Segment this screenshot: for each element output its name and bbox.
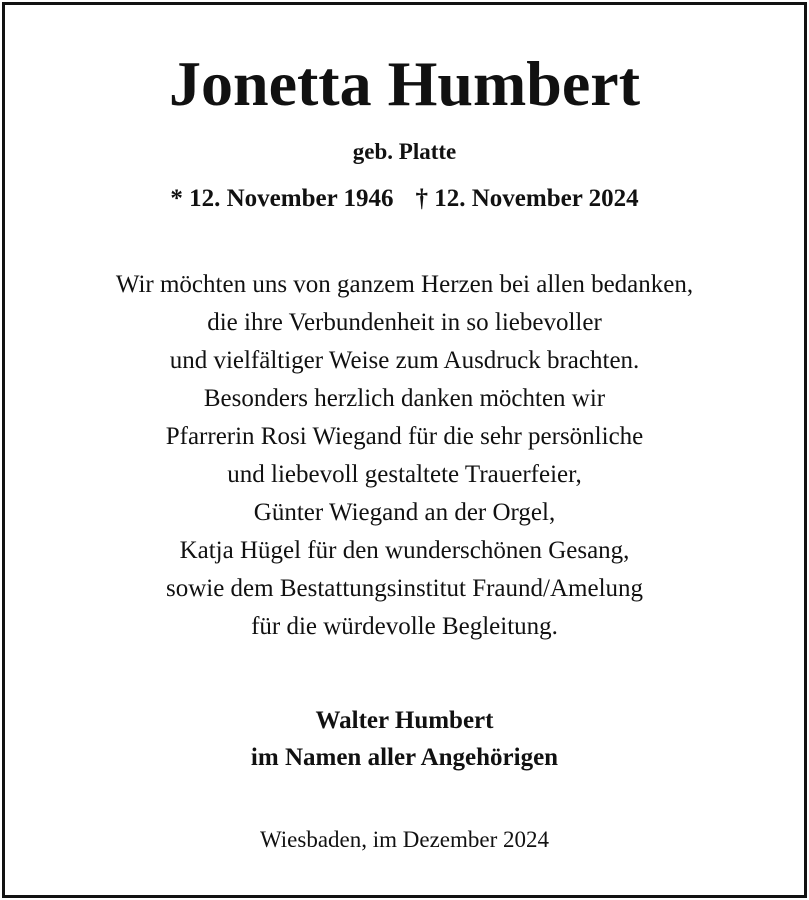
message-line: Besonders herzlich danken möchten wir [203,385,606,412]
message-line: Wir möchten uns von ganzem Herzen bei allen bedanken, [115,271,694,298]
thank-you-message [0,266,809,646]
signature-name: Walter Humbert [315,707,494,734]
message-line: und liebevoll gestaltete Trauerfeier, [227,461,582,488]
signature-subline: im Namen aller Angehörigen [250,744,559,771]
deceased-name: Jonetta Humbert [168,48,641,119]
message-line: Pfarrerin Rosi Wiegand für die sehr persönliche [165,423,644,450]
message-line: Katja Hügel für den wunderschönen Gesang, [179,537,630,564]
message-line: und vielfältiger Weise zum Ausdruck brachten. [169,347,640,374]
message-line: die ihre Verbundenheit in so liebevoller [207,309,602,336]
message-line: für die würdevolle Begleitung. [251,613,558,640]
birth-date: * 12. November 1946 [170,185,394,212]
life-dates [0,186,809,211]
death-date: † 12. November 2024 [415,185,639,212]
message-line: Günter Wiegand an der Orgel, [253,499,556,526]
signature-block [0,702,809,776]
place-and-date: Wiesbaden, im Dezember 2024 [259,827,550,852]
message-line: sowie dem Bestattungsinstitut Fraund/Amelung [165,575,644,602]
birth-name: geb. Platte [352,139,457,164]
